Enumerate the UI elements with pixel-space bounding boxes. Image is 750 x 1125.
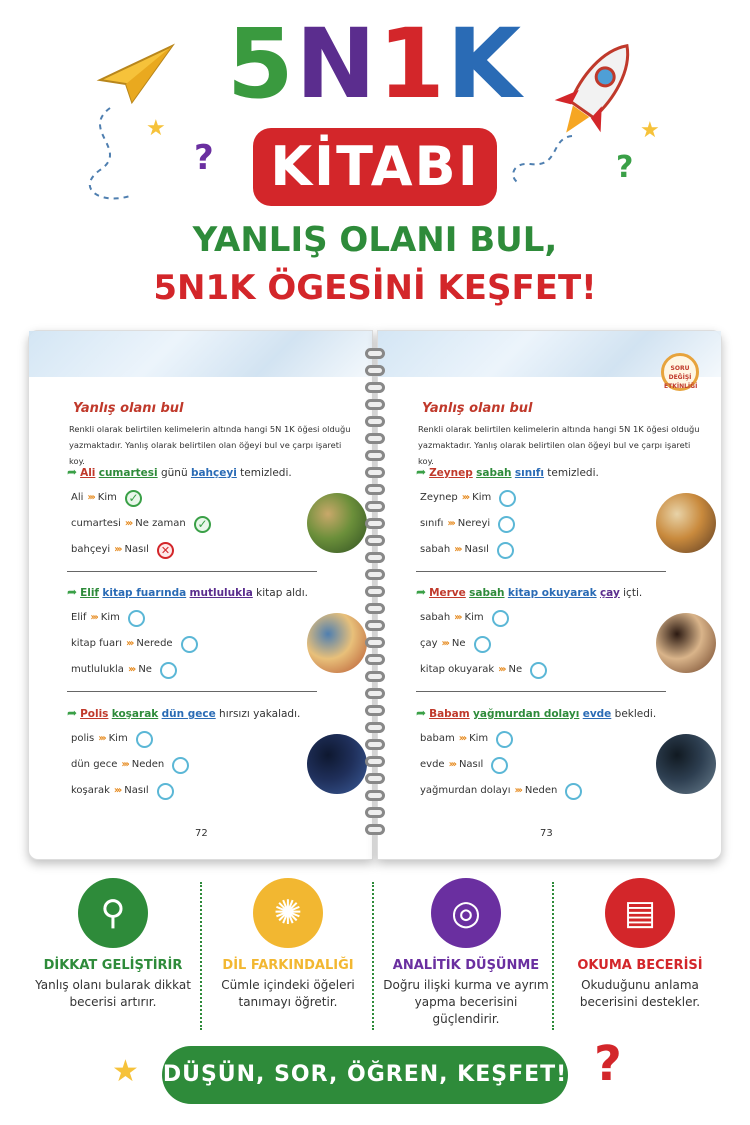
main-title xyxy=(0,8,750,120)
question-sentence xyxy=(416,704,706,722)
sentence-part: bekledi. xyxy=(611,708,657,720)
page-instruction: Renkli olarak belirtilen kelimelerin altında hangi 5N 1K öğesi olduğu yazmaktadır. Yanlış olarak belirtilen olan öğeyi bul ve çarpı işareti koy. xyxy=(69,424,351,466)
illustration-photo xyxy=(656,493,716,553)
chevron-arrows-icon: ››› xyxy=(113,785,121,796)
sentence-part: koşarak xyxy=(111,708,159,720)
row-word: Elif xyxy=(71,612,87,623)
page-number: 72 xyxy=(195,828,208,839)
question-mark-icon: ? xyxy=(616,150,634,185)
question-divider xyxy=(416,691,666,692)
answer-row xyxy=(420,539,489,561)
chevron-arrows-icon: ››› xyxy=(127,664,135,675)
row-word: evde xyxy=(420,759,445,770)
arrow-icon: ➦ xyxy=(67,465,78,479)
page-header-band xyxy=(29,331,372,377)
answer-row xyxy=(71,633,173,655)
question-mark-icon: ? xyxy=(594,1036,622,1092)
chevron-arrows-icon: ››› xyxy=(90,612,97,623)
spiral-coil xyxy=(365,382,385,393)
row-answer: Ne xyxy=(138,664,152,675)
sentence-part: sabah xyxy=(469,587,505,599)
sentence-part: Polis xyxy=(80,708,109,720)
sentence-part: evde xyxy=(582,708,612,720)
answer-circle[interactable] xyxy=(474,636,491,653)
spiral-coil xyxy=(365,552,385,563)
chevron-arrows-icon: ››› xyxy=(124,518,132,529)
row-answer: Nasıl xyxy=(458,759,484,770)
question-divider xyxy=(67,571,317,572)
sentence-part: Ali xyxy=(80,467,96,479)
sentence-part: çay xyxy=(599,587,620,599)
sentence-part: sınıfı xyxy=(514,467,544,479)
answer-circle[interactable] xyxy=(172,757,189,774)
row-word: sabah xyxy=(420,544,451,555)
chevron-arrows-icon: ››› xyxy=(98,733,105,744)
feature-title: ANALİTİK DÜŞÜNME xyxy=(392,958,540,973)
book-icon: ▤ xyxy=(605,878,675,948)
spiral-coil xyxy=(365,739,385,750)
row-word: babam xyxy=(420,733,455,744)
row-word: kitap okuyarak xyxy=(420,664,495,675)
answer-row xyxy=(420,754,483,776)
row-answer: Ne xyxy=(451,638,466,649)
question-block xyxy=(416,704,706,796)
spiral-coil xyxy=(365,484,385,495)
feature-title: DİL FARKINDALIĞI xyxy=(222,958,354,973)
row-word: koşarak xyxy=(71,785,110,796)
title-letter: K xyxy=(446,8,524,120)
sentence-part: sabah xyxy=(476,467,512,479)
answer-circle[interactable] xyxy=(497,542,514,559)
subtitle-line-1: YANLIŞ OLANI BUL, xyxy=(192,220,558,260)
spiral-coil xyxy=(365,705,385,716)
sentence-part: temizledi. xyxy=(236,467,292,479)
spiral-binding xyxy=(365,348,385,848)
sentence-part: yağmurdan dolayı xyxy=(473,708,580,720)
title-letter: 1 xyxy=(377,8,447,120)
row-word: sınıfı xyxy=(420,518,444,529)
sentence-part: dün gece xyxy=(161,708,216,720)
row-answer: Neden xyxy=(131,759,165,770)
page-instruction: Renkli olarak belirtilen kelimelerin altında hangi 5N 1K öğesi olduğu yazmaktadır. Yanlış olarak belirtilen olan öğeyi bul ve çarpı işareti koy. xyxy=(418,424,700,466)
answer-row xyxy=(71,728,128,750)
chevron-arrows-icon: ››› xyxy=(458,733,466,744)
spiral-coil xyxy=(365,586,385,597)
question-block xyxy=(416,463,706,555)
spiral-coil xyxy=(365,773,385,784)
spiral-coil xyxy=(365,824,385,835)
row-answer: Kim xyxy=(464,612,484,623)
magnifier-icon: ⚲ xyxy=(78,878,148,948)
illustration-photo xyxy=(307,493,367,553)
sentence-part: hırsızı yakaladı. xyxy=(215,708,301,720)
spiral-coil xyxy=(365,671,385,682)
answer-row xyxy=(420,780,557,802)
chevron-arrows-icon: ››› xyxy=(498,664,505,675)
page-number: 73 xyxy=(540,828,553,839)
chevron-arrows-icon: ››› xyxy=(126,638,133,649)
feature-title: OKUMA BECERİSİ xyxy=(577,958,703,973)
star-icon: ★ xyxy=(640,118,660,143)
page-title: Yanlış olanı bul xyxy=(73,401,184,416)
subtitle-line-2: 5N1K ÖGESİNİ KEŞFET! xyxy=(153,268,597,308)
illustration-photo xyxy=(307,734,367,794)
cross-circle-icon[interactable]: ✕ xyxy=(157,542,174,559)
row-word: bahçeyi xyxy=(71,544,111,555)
spiral-coil xyxy=(365,535,385,546)
row-answer: Ne zaman xyxy=(135,518,186,529)
sentence-part: bahçeyi xyxy=(190,467,237,479)
arrow-icon: ➦ xyxy=(416,585,427,599)
sentence-part: Babam xyxy=(429,708,470,720)
row-answer: Kim xyxy=(100,612,120,623)
divider xyxy=(552,882,554,1030)
answer-circle[interactable] xyxy=(498,516,515,533)
row-word: polis xyxy=(71,733,95,744)
sentence-part: mutlulukla xyxy=(189,587,253,599)
sentence-part: günü xyxy=(157,467,191,479)
spiral-coil xyxy=(365,620,385,631)
target-icon: ◎ xyxy=(431,878,501,948)
chevron-arrows-icon: ››› xyxy=(447,518,454,529)
spiral-coil xyxy=(365,654,385,665)
arrow-icon: ➦ xyxy=(67,706,78,720)
spiral-coil xyxy=(365,365,385,376)
arrow-icon: ➦ xyxy=(67,585,78,599)
answer-row xyxy=(71,780,149,802)
sentence-part: kitap okuyarak xyxy=(507,587,597,599)
row-answer: Nasıl xyxy=(464,544,489,555)
slogan-banner: DÜŞÜN, SOR, ÖĞREN, KEŞFET! xyxy=(162,1046,568,1104)
spiral-coil xyxy=(365,518,385,529)
row-answer: Kim xyxy=(108,733,128,744)
spiral-coil xyxy=(365,416,385,427)
chevron-arrows-icon: ››› xyxy=(441,638,448,649)
spiral-coil xyxy=(365,756,385,767)
answer-circle[interactable] xyxy=(496,731,513,748)
question-divider xyxy=(416,571,666,572)
answer-circle[interactable] xyxy=(160,662,177,679)
feature-desc: Yanlış olanı bularak dikkat becerisi artırır. xyxy=(35,978,191,1009)
sentence-part: kitap aldı. xyxy=(252,587,308,599)
feature-title: DİKKAT GELİŞTİRİR xyxy=(43,958,183,973)
open-workbook xyxy=(28,330,722,860)
row-answer: Nereyi xyxy=(457,518,491,529)
question-block xyxy=(67,463,357,557)
question-sentence xyxy=(67,583,357,601)
spiral-coil xyxy=(365,722,385,733)
question-sentence xyxy=(416,583,706,601)
feature-desc: Doğru ilişki kurma ve ayrım yapma becerisini güçlendirir. xyxy=(383,978,549,1026)
title-badge: KİTABI xyxy=(253,128,497,206)
question-block xyxy=(416,583,706,675)
answer-circle[interactable] xyxy=(491,757,508,774)
answer-circle[interactable] xyxy=(128,610,145,627)
answer-row xyxy=(71,539,149,561)
answer-row xyxy=(420,487,491,509)
sentence-part: Zeynep xyxy=(429,467,473,479)
sentence-part: cumartesi xyxy=(98,467,158,479)
row-answer: Kim xyxy=(469,733,489,744)
spiral-coil xyxy=(365,348,385,359)
spiral-coil xyxy=(365,467,385,478)
title-letter: 5 xyxy=(226,8,296,120)
answer-row xyxy=(420,728,488,750)
row-answer: Ne xyxy=(508,664,523,675)
answer-row xyxy=(420,659,522,681)
answer-circle[interactable] xyxy=(530,662,547,679)
answer-row xyxy=(71,754,164,776)
illustration-photo xyxy=(307,613,367,673)
spiral-coil xyxy=(365,433,385,444)
illustration-photo xyxy=(656,734,716,794)
row-answer: Kim xyxy=(472,492,492,503)
dashed-trail-icon xyxy=(500,128,580,188)
answer-circle[interactable] xyxy=(181,636,198,653)
answer-row xyxy=(420,633,466,655)
sentence-part: kitap fuarında xyxy=(102,587,187,599)
chevron-arrows-icon: ››› xyxy=(121,759,128,770)
feature-desc: Cümle içindeki öğeleri tanımayı öğretir. xyxy=(221,978,355,1009)
spiral-coil xyxy=(365,637,385,648)
chevron-arrows-icon: ››› xyxy=(461,492,469,503)
brain-icon: ✺ xyxy=(253,878,323,948)
title-letter: N xyxy=(295,8,378,120)
chevron-arrows-icon: ››› xyxy=(454,544,461,555)
arrow-icon: ➦ xyxy=(416,465,427,479)
row-word: Zeynep xyxy=(420,492,458,503)
divider xyxy=(372,882,374,1030)
right-page xyxy=(377,330,722,860)
answer-circle[interactable] xyxy=(492,610,509,627)
chevron-arrows-icon: ››› xyxy=(514,785,521,796)
row-word: sabah xyxy=(420,612,451,623)
seal-logo: SORU DEĞİŞİ ETKİNLİĞİ xyxy=(661,353,699,391)
sentence-part: Elif xyxy=(80,587,100,599)
answer-circle[interactable] xyxy=(565,783,582,800)
spiral-coil xyxy=(365,450,385,461)
chevron-arrows-icon: ››› xyxy=(454,612,461,623)
answer-row xyxy=(420,607,484,629)
row-answer: Nasıl xyxy=(124,785,149,796)
answer-circle[interactable] xyxy=(136,731,153,748)
row-answer: Nasıl xyxy=(124,544,149,555)
answer-row xyxy=(71,659,152,681)
spiral-coil xyxy=(365,603,385,614)
answer-row xyxy=(71,487,117,509)
row-word: kitap fuarı xyxy=(71,638,123,649)
chevron-arrows-icon: ››› xyxy=(87,492,94,503)
question-block xyxy=(67,704,357,796)
illustration-photo xyxy=(656,613,716,673)
spiral-coil xyxy=(365,501,385,512)
row-answer: Neden xyxy=(524,785,558,796)
row-word: çay xyxy=(420,638,438,649)
star-icon: ★ xyxy=(112,1054,139,1089)
row-answer: Kim xyxy=(97,492,117,503)
question-block xyxy=(67,583,357,675)
question-sentence xyxy=(416,463,706,481)
spiral-coil xyxy=(365,790,385,801)
question-mark-icon: ? xyxy=(194,138,214,178)
left-page xyxy=(28,330,373,860)
feature-language xyxy=(203,878,373,1011)
answer-row xyxy=(420,513,490,535)
sentence-part: temizledi. xyxy=(543,467,599,479)
feature-desc: Okuduğunu anlama becerisini destekler. xyxy=(579,978,701,1009)
sentence-part: içti. xyxy=(619,587,643,599)
divider xyxy=(200,882,202,1030)
answer-row xyxy=(71,513,186,535)
question-sentence xyxy=(67,463,357,481)
spiral-coil xyxy=(365,569,385,580)
row-word: dün gece xyxy=(71,759,118,770)
answer-circle[interactable] xyxy=(157,783,174,800)
check-circle-icon[interactable]: ✓ xyxy=(125,490,142,507)
spiral-coil xyxy=(365,399,385,410)
question-sentence xyxy=(67,704,357,722)
page-title: Yanlış olanı bul xyxy=(422,401,533,416)
row-answer: Nerede xyxy=(136,638,173,649)
spiral-coil xyxy=(365,807,385,818)
feature-analytic xyxy=(381,878,551,1028)
answer-row xyxy=(71,607,120,629)
feature-reading xyxy=(555,878,725,1011)
arrow-icon: ➦ xyxy=(416,706,427,720)
row-word: yağmurdan dolayı xyxy=(420,785,511,796)
chevron-arrows-icon: ››› xyxy=(448,759,455,770)
check-circle-icon[interactable]: ✓ xyxy=(194,516,211,533)
chevron-arrows-icon: ››› xyxy=(114,544,121,555)
spiral-coil xyxy=(365,688,385,699)
question-divider xyxy=(67,691,317,692)
row-word: cumartesi xyxy=(71,518,121,529)
feature-attention xyxy=(28,878,198,1011)
answer-circle[interactable] xyxy=(499,490,516,507)
star-icon: ★ xyxy=(146,116,166,141)
row-word: mutlulukla xyxy=(71,664,124,675)
sentence-part: Merve xyxy=(429,587,466,599)
row-word: Ali xyxy=(71,492,84,503)
